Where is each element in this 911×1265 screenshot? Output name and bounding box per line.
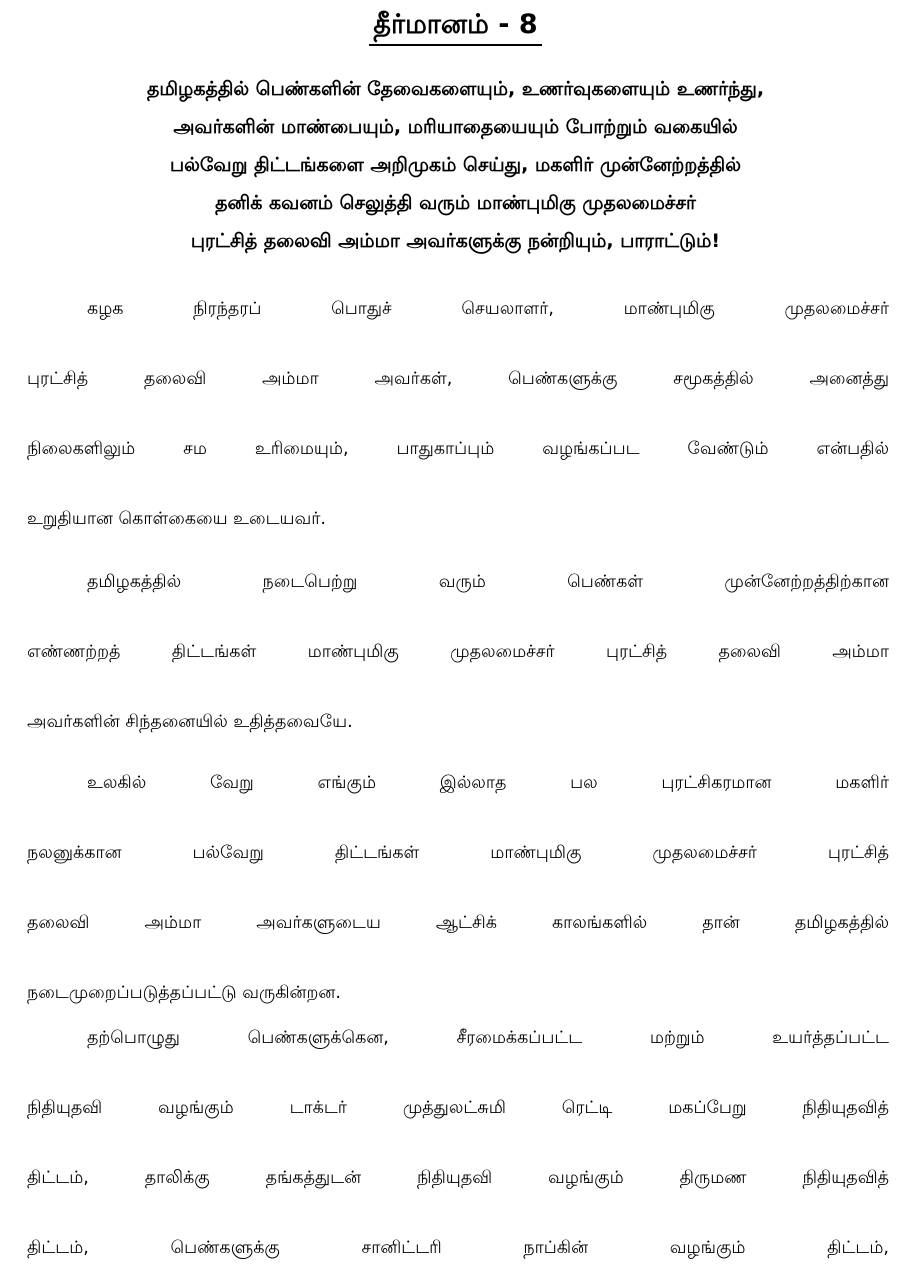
paragraph-line: தற்பொழுது பெண்களுக்கென, சீரமைக்கப்பட்ட மற்றும் உயர்த்தப்பட்ட xyxy=(87,1028,889,1048)
resolution-heading xyxy=(30,76,881,266)
heading-line: தனிக் கவனம் செலுத்தி வரும் மாண்புமிகு முதலமைச்சர் xyxy=(215,192,696,214)
paragraph-line: புரட்சித் தலைவி அம்மா அவர்கள், பெண்களுக்கு சமூகத்தில் அனைத்து xyxy=(27,369,889,389)
paragraph-line: நலனுக்கான பல்வேறு திட்டங்கள் மாண்புமிகு முதலமைச்சர் புரட்சித் xyxy=(27,843,889,863)
paragraph-line: கழக நிரந்தரப் பொதுச் செயலாளர், மாண்புமிகு முதலமைச்சர் xyxy=(87,299,889,319)
heading-line: பல்வேறு திட்டங்களை அறிமுகம் செய்து, மகளிர் முன்னேற்றத்தில் xyxy=(170,154,741,176)
paragraph-line: தமிழகத்தில் நடைபெற்று வரும் பெண்கள் முன்னேற்றத்திற்கான xyxy=(87,572,889,592)
paragraph-line: உறுதியான கொள்கையை உடையவர். xyxy=(27,509,326,529)
heading-line: புரட்சித் தலைவி அம்மா அவர்களுக்கு நன்றியும், பாராட்டும்! xyxy=(190,230,721,252)
paragraph-2 xyxy=(27,569,889,779)
resolution-title xyxy=(0,8,911,46)
paragraph-line: எண்ணற்றத் திட்டங்கள் மாண்புமிகு முதலமைச்சர் புரட்சித் தலைவி அம்மா xyxy=(27,642,889,662)
paragraph-line: நடைமுறைப்படுத்தப்பட்டு வருகின்றன. xyxy=(27,983,341,1003)
paragraph-line: நிலைகளிலும் சம உரிமையும், பாதுகாப்பும் வழங்கப்பட வேண்டும் என்பதில் xyxy=(27,439,889,459)
paragraph-line: உலகில் வேறு எங்கும் இல்லாத பல புரட்சிகரமான மகளிர் xyxy=(87,773,889,793)
paragraph-line: நிதியுதவி வழங்கும் டாக்டர் முத்துலட்சுமி ரெட்டி மகப்பேறு நிதியுதவித் xyxy=(27,1098,889,1118)
heading-line: அவர்களின் மாண்பையும், மரியாதையையும் போற்றும் வகையில் xyxy=(173,116,738,138)
paragraph-line: திட்டம், தாலிக்கு தங்கத்துடன் நிதியுதவி வழங்கும் திருமண நிதியுதவித் xyxy=(27,1168,889,1188)
paragraph-line: அவர்களின் சிந்தனையில் உதித்தவையே. xyxy=(27,712,353,732)
paragraph-4 xyxy=(27,1025,889,1265)
resolution-title-text: தீர்மானம் - 8 xyxy=(369,8,541,46)
heading-line: தமிழகத்தில் பெண்களின் தேவைகளையும், உணர்வுகளையும் உணர்ந்து, xyxy=(146,78,765,100)
paragraph-line: தலைவி அம்மா அவர்களுடைய ஆட்சிக் காலங்களில் தான் தமிழகத்தில் xyxy=(27,913,889,933)
paragraph-line: திட்டம், பெண்களுக்கு சானிட்டரி நாப்கின் வழங்கும் திட்டம், xyxy=(27,1238,889,1258)
paragraph-1 xyxy=(27,296,889,576)
paragraph-3 xyxy=(27,770,889,1050)
